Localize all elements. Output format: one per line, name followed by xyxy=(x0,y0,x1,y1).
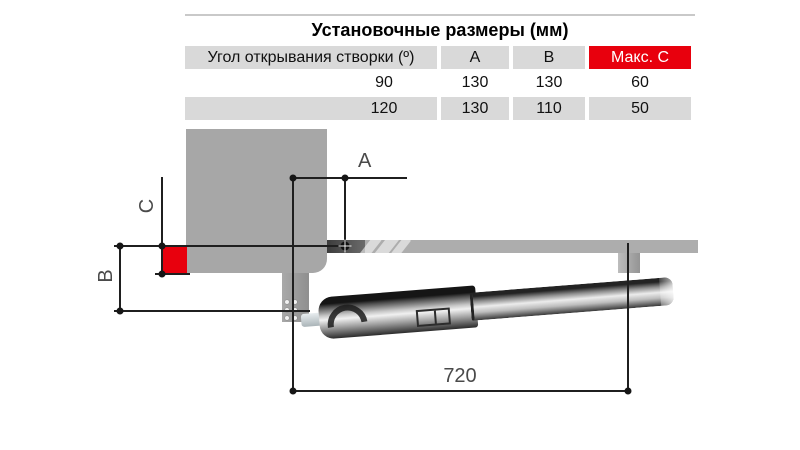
header-max-c: Макс. C xyxy=(589,46,691,69)
actuator-extension-tube xyxy=(470,277,675,321)
hinge-pivot-marker xyxy=(341,242,350,251)
table-row-120 xyxy=(185,97,695,120)
dim-extension-front-axis xyxy=(627,243,629,392)
dim-line-720 xyxy=(292,390,630,392)
dim-dot xyxy=(625,388,632,395)
linear-actuator-arm xyxy=(317,266,686,343)
dim-dot xyxy=(290,388,297,395)
table-row-90 xyxy=(185,71,695,95)
label-dim-b: B xyxy=(95,269,117,283)
dim-extension-rear-axis xyxy=(292,177,294,392)
dim-extension-hinge xyxy=(344,177,346,248)
cell-c: 50 xyxy=(589,97,691,120)
label-dim-c: C xyxy=(136,198,158,214)
table-title: Установочные размеры (мм) xyxy=(185,16,695,45)
label-dim-a: A xyxy=(358,150,372,172)
mounting-plate-highlight xyxy=(162,246,187,273)
dim-line-b xyxy=(119,245,121,312)
dim-line-pivot-level xyxy=(114,310,310,312)
dim-dot xyxy=(159,271,166,278)
gate-pillar xyxy=(186,129,327,273)
installation-dimensions-table xyxy=(185,14,695,120)
rear-cap-ring xyxy=(320,297,376,353)
dim-dot xyxy=(159,243,166,250)
cell-b: 110 xyxy=(513,97,585,120)
dim-dot xyxy=(117,308,124,315)
dim-dot xyxy=(342,175,349,182)
bracket-hole xyxy=(285,300,289,304)
actuator-motor-tube xyxy=(317,285,478,339)
cell-b: 130 xyxy=(513,71,585,95)
label-dim-720: 720 xyxy=(443,365,477,387)
latch-divider xyxy=(434,311,437,324)
cell-c: 60 xyxy=(589,71,691,95)
cell-angle: 120 xyxy=(185,97,437,120)
dim-line-a xyxy=(293,177,407,179)
dim-dot xyxy=(290,175,297,182)
front-tip-bevel xyxy=(659,277,674,306)
table-header-row xyxy=(185,46,695,69)
dim-dot xyxy=(117,243,124,250)
cell-a: 130 xyxy=(441,97,509,120)
cell-angle: 90 xyxy=(185,71,437,95)
header-dim-b: B xyxy=(513,46,585,69)
header-dim-a: A xyxy=(441,46,509,69)
dim-line-c xyxy=(161,177,163,275)
release-latch-cover xyxy=(416,307,451,327)
cell-a: 130 xyxy=(441,71,509,95)
bracket-hole xyxy=(285,316,289,320)
dim-line-beam-level xyxy=(114,245,347,247)
header-opening-angle: Угол открывания створки (º) xyxy=(185,46,437,69)
